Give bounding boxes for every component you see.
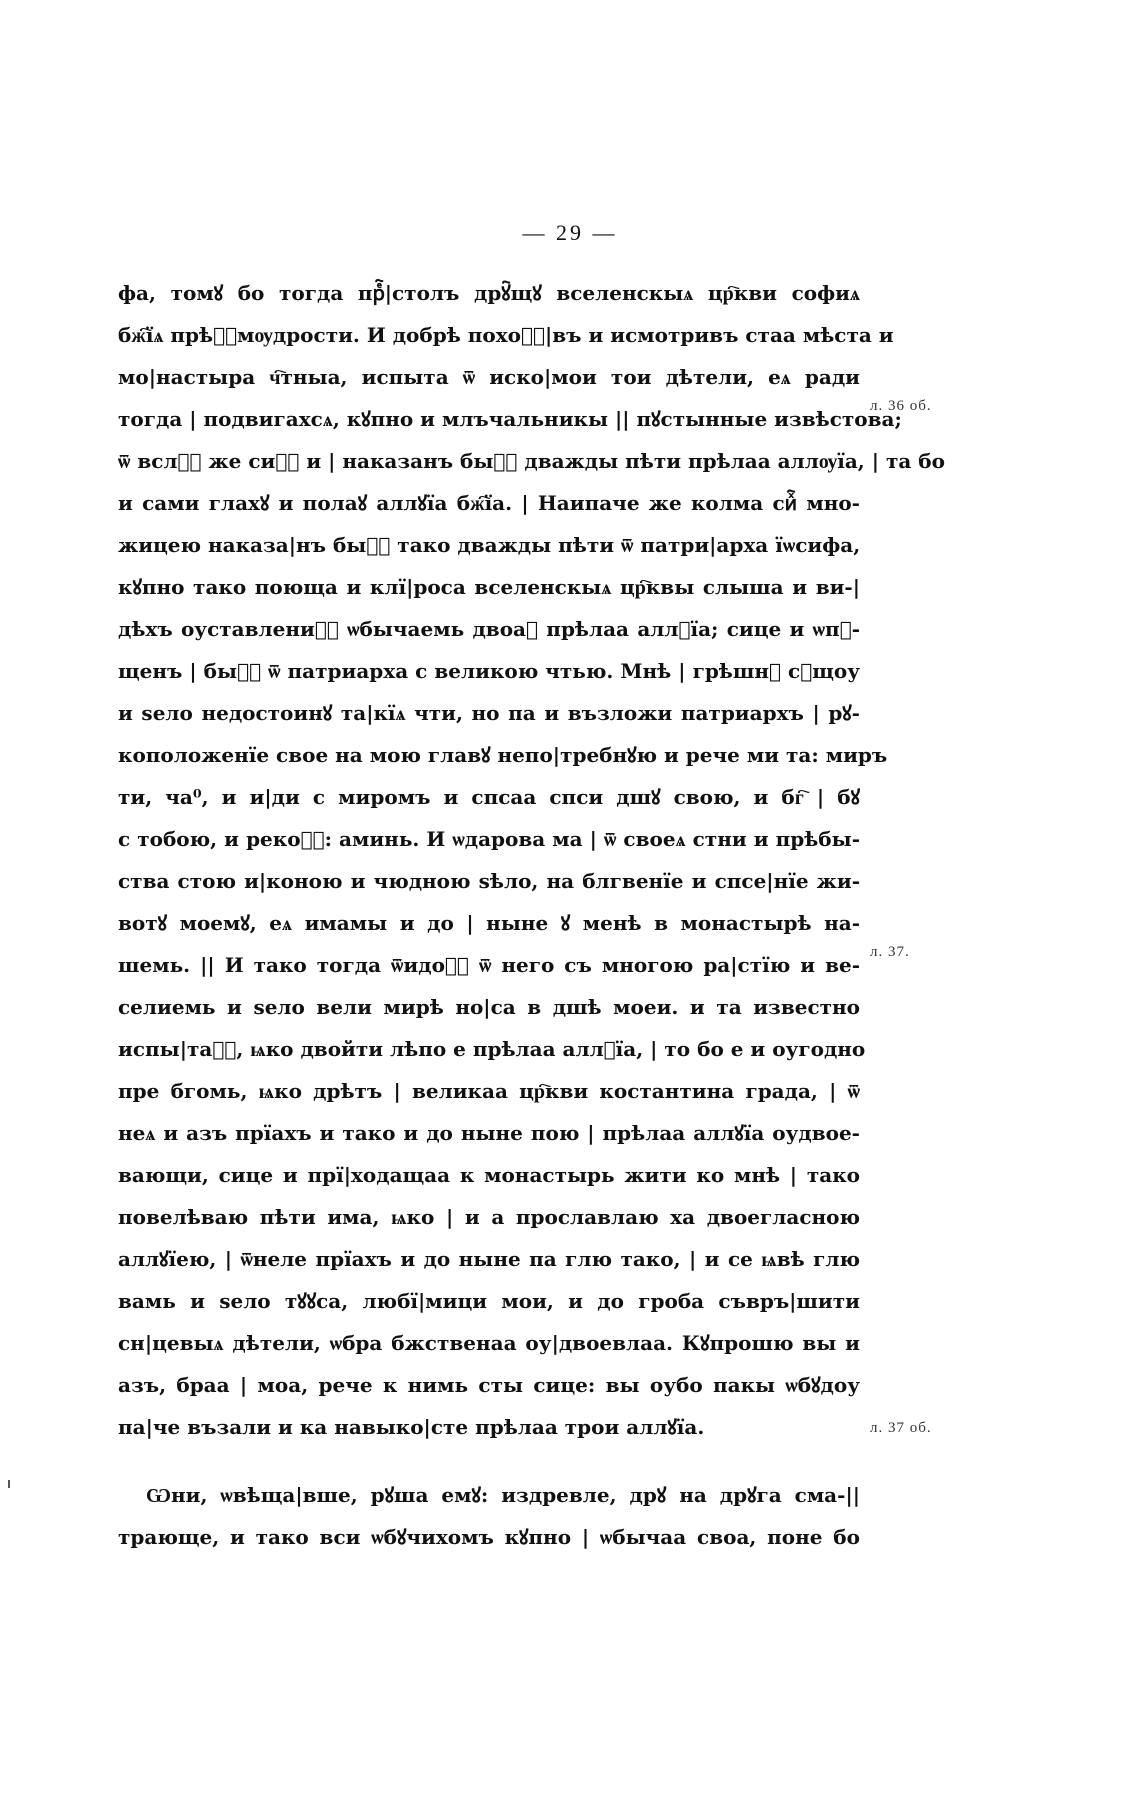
text-line: щенъ | быⷯ҇ ѿ патриарха с великою чтью. Мнѣ | грѣшнꙋ сꙋщоу [118, 659, 860, 683]
text-line: неѧ и азъ прїахъ и тако и до ныне пою | прѣлаа аллꙋїа оудвое- [118, 1121, 860, 1145]
text-line: испы|таⷯ҇, ѩко двойти лѣпо е прѣлаа аллꙋїа, | то бо е и оугодно [118, 1037, 866, 1061]
text-line: вающи, сице и прї|ходащаа к монастырь жити ко мнѣ | тако [118, 1163, 860, 1187]
text-line: Ѡни, ѡвѣща|вше, рꙋша емꙋ: издревле, дрꙋ на дрꙋга сма-|| [146, 1483, 860, 1507]
text-line: ства стою и|коною и чюдною ѕѣло, на блгвенїе и спсе|нїе жи- [118, 869, 860, 893]
margin-note-folio: л. 37 об. [870, 1420, 932, 1436]
text-line: ѿ вслⷯ҇ же сиⷯ҇ и | наказанъ быⷯ҇ дважды пѣти прѣлаа аллѹїа, | та бо [118, 449, 945, 473]
text-line: фа, томꙋ бо тогда прⷷ҇|столъ дрꙋ҇щꙋ вселенскыѧ цр҇кви софиѧ [118, 281, 860, 305]
text-line: коположенїе свое на мою главꙋ непо|требнꙋю и рече ми та: миръ [118, 743, 888, 767]
page-number: — 29 — [522, 220, 618, 245]
margin-note-folio: л. 37. [870, 944, 910, 960]
text-line: вамь и ѕело тꙋꙋса, любї|мици мои, и до гроба съвръ|шити [118, 1289, 860, 1313]
text-line: селиемь и ѕело вели мирѣ но|са в дшѣ моеи. и та известно [118, 995, 860, 1019]
scan-edge-mark [8, 1480, 10, 1488]
text-line: и сами глахꙋ и полаꙋ аллꙋїа бж҇їа. | Наипаче же колма сиⷯ҇ мно- [118, 491, 860, 515]
text-line: сн|цевыѧ дѣтели, ѡбра бжственаа оу|двоевлаа. Кꙋпрошю вы и [118, 1331, 860, 1355]
text-line: кꙋпно тако поюща и клї|роса вселенскыѧ цр҇квы слыша и ви-| [118, 575, 860, 599]
paragraph-gap [118, 1448, 860, 1474]
text-line: и ѕело недостоинꙋ та|кїѧ чти, но па и възложи патриархъ | рꙋ- [118, 701, 860, 725]
text-line: трающе, и тако вси ѡбꙋчихомъ кꙋпно | ѡбычаа своа, поне бо [118, 1525, 860, 1549]
text-line: па|че възали и ка навыко|сте прѣлаа трои аллꙋїа. [118, 1415, 705, 1439]
margin-note-folio: л. 36 об. [870, 398, 932, 414]
text-line: азъ, браа | моа, рече к нимь сты сице: вы оубо пакы ѡбꙋдоу [118, 1373, 860, 1397]
text-line: бж҇їѧ прѣⷨ҇мѹдрости. И добрѣ похоⷤ҇|въ и исмотривъ стаа мѣста и [118, 323, 894, 347]
text-line: ти, ча⁰, и и|ди с миромъ и спсаа спси дшꙋ свою, и бг҇ | бꙋ [118, 785, 860, 809]
text-line: повелѣваю пѣти има, ѩко | и а прославлаю ха двоегласною [118, 1205, 860, 1229]
text-line: шемь. || И тако тогда ѿидоⷯ҇ ѿ него съ многою ра|стїю и ве- [118, 953, 860, 977]
text-line: вотꙋ моемꙋ, еѧ имамы и до | ныне ꙋ менѣ в монастырѣ на- [118, 911, 860, 935]
text-line: пре бгомь, ѩко дрѣтъ | великаа цр҇кви костантина града, | ѿ [118, 1079, 860, 1103]
text-line: тогда | подвигахсѧ, кꙋпно и млъчальникы || пꙋстынные извѣстова; [118, 407, 902, 431]
paragraph-2 [118, 1474, 860, 1558]
text-line: аллꙋїею, | ѿнеле прїахъ и до ныне па глю тако, | и се ѩвѣ глю [118, 1247, 860, 1271]
text-line: дѣхъ оуставлениⷨ҇ ѡбычаемь двоаꙋ прѣлаа аллꙋїа; сице и ѡпꙋ- [118, 617, 860, 641]
text-line: с тобою, и рекоⷯ҇: аминь. И ѡдарова ма | ѿ своеѧ стни и прѣбы- [118, 827, 860, 851]
text-line: жицею наказа|нъ быⷯ҇ тако дважды пѣти ѿ патри|арха їѡсифа, [118, 533, 861, 557]
text-line: мо|настыра ч҇тныа, испыта ѿ иско|мои тои дѣтели, еѧ ради [118, 365, 860, 389]
